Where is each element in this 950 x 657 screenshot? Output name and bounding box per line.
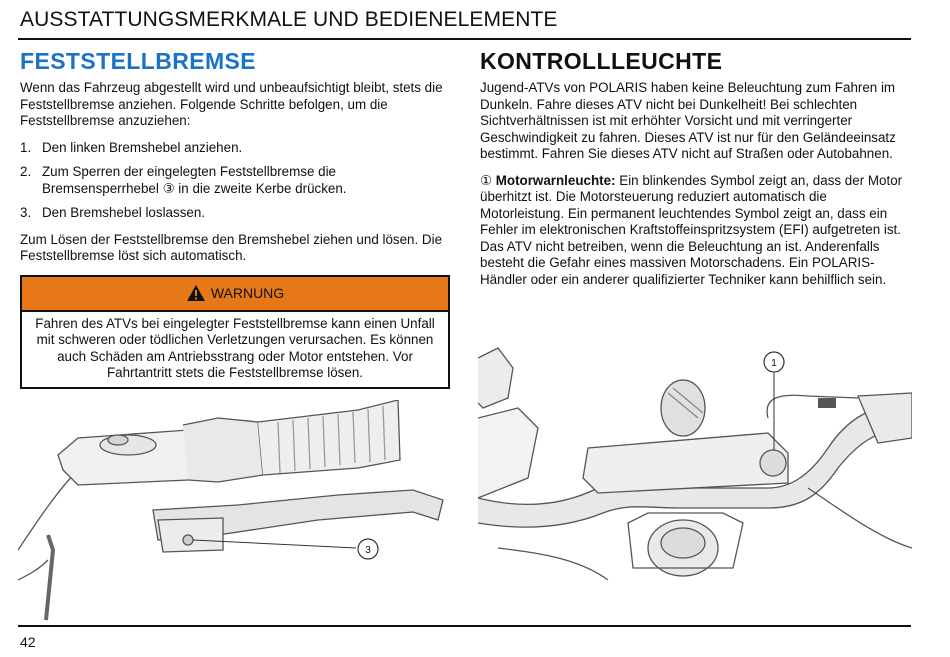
handlebar-indicator-illustration (478, 338, 912, 580)
warning-box (20, 275, 450, 389)
list-item (20, 164, 450, 197)
warning-light-paragraph (480, 173, 912, 289)
warning-header (22, 277, 448, 312)
step-text: Zum Sperren der eingelegten Feststellbremse die Bremsensperrhebel ③ in die zweite Kerbe drücken. (42, 164, 347, 196)
section-title-feststellbremse: FESTSTELLBREMSE (20, 48, 257, 74)
right-column (480, 48, 912, 298)
warning-text: Fahren des ATVs bei eingelegter Feststellbremse kann einen Unfall mit schweren oder tödlichen Verletzungen verursachen. Es können auch Schäden am Antriebsstrang oder Motor entstehen. Vor Fahrtantritt stets die Feststellbremse lösen. (35, 315, 435, 380)
header-rule (18, 38, 911, 40)
intro-paragraph: Wenn das Fahrzeug abgestellt wird und unbeaufsichtigt bleibt, stets die Feststellbremse anziehen. Folgende Schritte befolgen, um die Feststellbremse anzuziehen: (20, 80, 443, 128)
left-column (20, 48, 450, 389)
warning-label: WARNUNG (210, 285, 285, 301)
callout-1-label: 1 (771, 358, 777, 369)
item-label: Motorwarnleuchte: (495, 172, 616, 188)
intro-paragraph: Jugend-ATVs von POLARIS haben keine Beleuchtung zum Fahren im Dunkeln. Fahre dieses ATV nicht bei Dunkelheit! Bei schlechten Sichtverhältnissen ist mit erhöhter Vorsicht und mit verringerter Geschwindigkeit zu fahren. Dieses ATV ist nur für den Geländeeinsatz bestimmt. Fahren Sie dieses ATV nicht auf Straßen oder Autobahnen. (480, 80, 896, 161)
item-marker: ① (480, 172, 493, 188)
page-header: AUSSTATTUNGSMERKMALE UND BEDIENELEMENTE (20, 8, 558, 31)
callout-3-label: 3 (365, 545, 371, 556)
step-number: 3. (20, 205, 32, 220)
step-number: 1. (20, 139, 32, 155)
section-title-kontrollleuchte: KONTROLLLEUCHTE (480, 48, 723, 74)
step-number: 2. (20, 164, 32, 179)
release-paragraph: Zum Lösen der Feststellbremse den Bremshebel ziehen und lösen. Die Feststellbremse löst sich automatisch. (20, 231, 443, 263)
item-text: Ein blinkendes Symbol zeigt an, dass der Motor überhitzt ist. Die Motorsteuerung reduziert automatisch die Motorleistung. Ein permanent leuchtendes Symbol zeigt an, dass ein Fehler im elektronischen Kraftstoffeinspritzsystem (EFI) aufgetreten ist. Das ATV nicht betreiben, wenn die Beleuchtung an ist. Anderenfalls besteht die Gefahr eines massiven Motorschadens. Ein POLARIS-Händler oder ein anderer qualifizierter Techniker kann behilflich sein. (480, 172, 903, 287)
steps-list (20, 140, 450, 222)
step-text: Den Bremshebel loslassen. (42, 205, 206, 220)
step-text: Den linken Bremshebel anziehen. (42, 139, 243, 155)
page-number: 42 (20, 634, 36, 650)
list-item (20, 205, 450, 222)
list-item (20, 140, 450, 157)
warning-triangle-icon (186, 284, 206, 302)
footer-rule (18, 625, 911, 627)
brake-lever-illustration (18, 400, 450, 622)
